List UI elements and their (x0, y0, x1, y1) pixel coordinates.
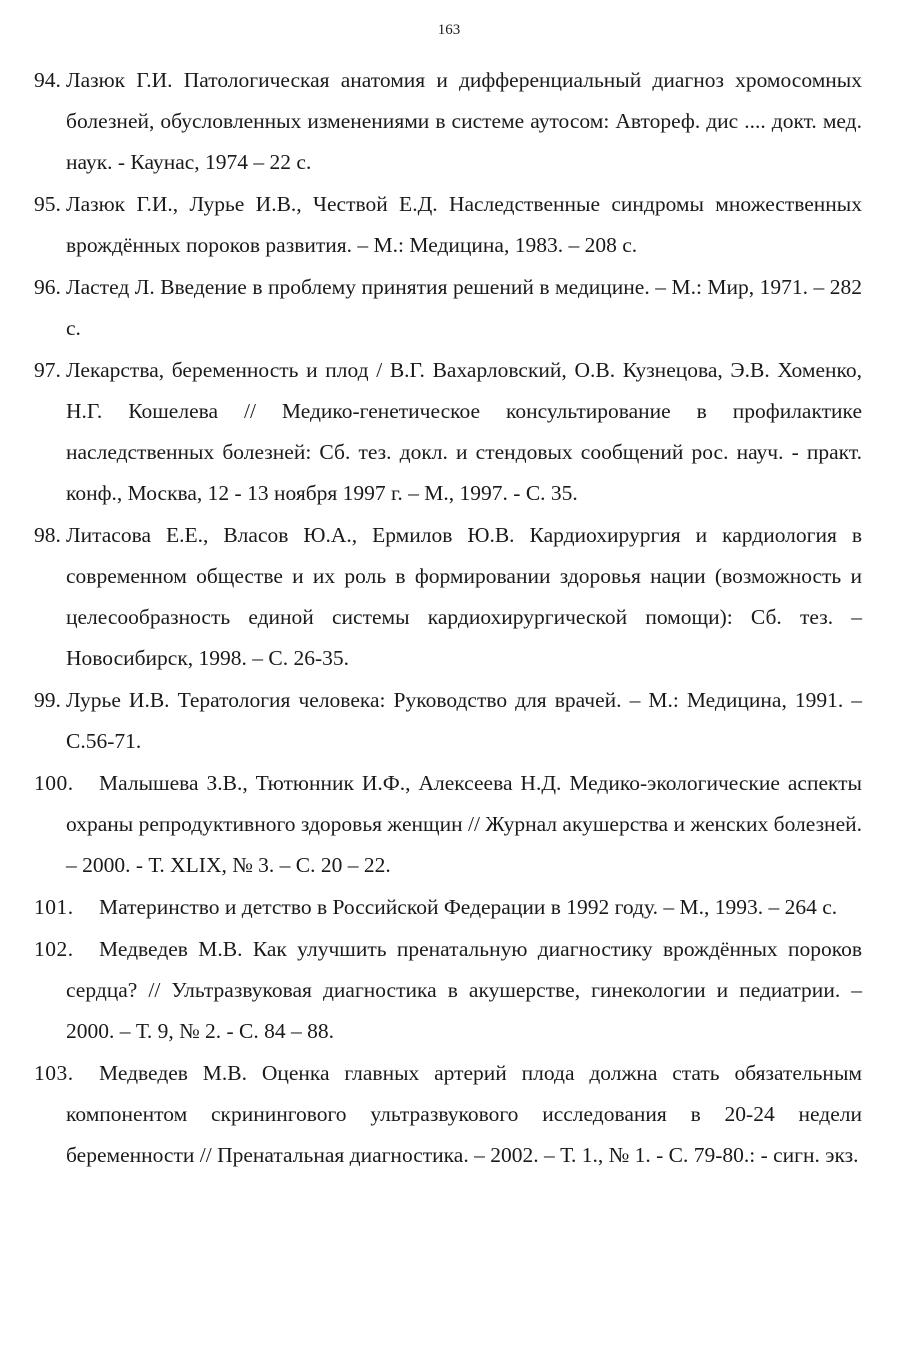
reference-text: Лекарства, беременность и плод / В.Г. Вахарловский, О.В. Кузнецова, Э.В. Хоменко, Н.Г. Кошелева // Медико-генетическое консультирование в профилактике наследственных болезней: Сб. тез. докл. и стендовых сообщений рос. науч. - практ. конф., Москва, 12 - 13 ноября 1997 г. – М., 1997. - С. 35. (66, 358, 862, 505)
reference-text: Ластед Л. Введение в проблему принятия решений в медицине. – М.: Мир, 1971. – 282 с. (66, 275, 862, 340)
reference-number: 95. (34, 192, 61, 216)
reference-item (34, 184, 862, 266)
reference-item (34, 680, 862, 762)
reference-list (34, 60, 862, 1177)
reference-item (34, 887, 862, 928)
reference-item (34, 515, 862, 679)
reference-number: 101. (34, 895, 74, 919)
reference-number: 96. (34, 275, 61, 299)
reference-number: 94. (34, 68, 61, 92)
reference-item (34, 267, 862, 349)
reference-text: Лазюк Г.И. Патологическая анатомия и дифференциальный диагноз хромосомных болезней, обусловленных изменениями в системе аутосом: Автореф. дис .... докт. мед. наук. - Каунас, 1974 – 22 с. (66, 68, 862, 174)
reference-item (34, 929, 862, 1052)
reference-item (34, 350, 862, 514)
reference-item (34, 60, 862, 183)
reference-number: 102. (34, 937, 74, 961)
reference-number: 98. (34, 523, 61, 547)
reference-text: Медведев М.В. Как улучшить пренатальную диагностику врождённых пороков сердца? // Ультразвуковая диагностика в акушерстве, гинекологии и педиатрии. – 2000. – Т. 9, № 2. - С. 84 – 88. (66, 937, 862, 1043)
reference-text: Лазюк Г.И., Лурье И.В., Чеcтвой Е.Д. Наследственные синдромы множественных врождённых пороков развития. – М.: Медицина, 1983. – 208 с. (66, 192, 862, 257)
reference-number: 99. (34, 688, 61, 712)
reference-item (34, 763, 862, 886)
reference-number: 100. (34, 771, 74, 795)
reference-text: Медведев М.В. Оценка главных артерий плода должна стать обязательным компонентом скринингового ультразвукового исследования в 20-24 недели беременности // Пренатальная диагностика. – 2002. – Т. 1., № 1. - С. 79-80.: - сигн. экз. (66, 1061, 862, 1167)
reference-number: 103. (34, 1061, 74, 1085)
reference-text: Материнство и детство в Российской Федерации в 1992 году. – М., 1993. – 264 с. (99, 895, 838, 919)
reference-text: Лурье И.В. Тератология человека: Руководство для врачей. – М.: Медицина, 1991. – С.56-71. (66, 688, 862, 753)
reference-number: 97. (34, 358, 61, 382)
page-number: 163 (437, 22, 461, 38)
reference-item (34, 1053, 862, 1176)
reference-text: Малышева З.В., Тютюнник И.Ф., Алексеева Н.Д. Медико-экологические аспекты охраны репродуктивного здоровья женщин // Журнал акушерства и женских болезней. – 2000. - Т. XLIX, № 3. – С. 20 – 22. (66, 771, 862, 877)
reference-text: Литасова Е.Е., Власов Ю.А., Ермилов Ю.В. Кардиохирургия и кардиология в современном обществе и их роль в формировании здоровья нации (возможность и целесообразность единой системы кардиохирургической помощи): Сб. тез. – Новосибирск, 1998. – С. 26-35. (66, 523, 862, 670)
